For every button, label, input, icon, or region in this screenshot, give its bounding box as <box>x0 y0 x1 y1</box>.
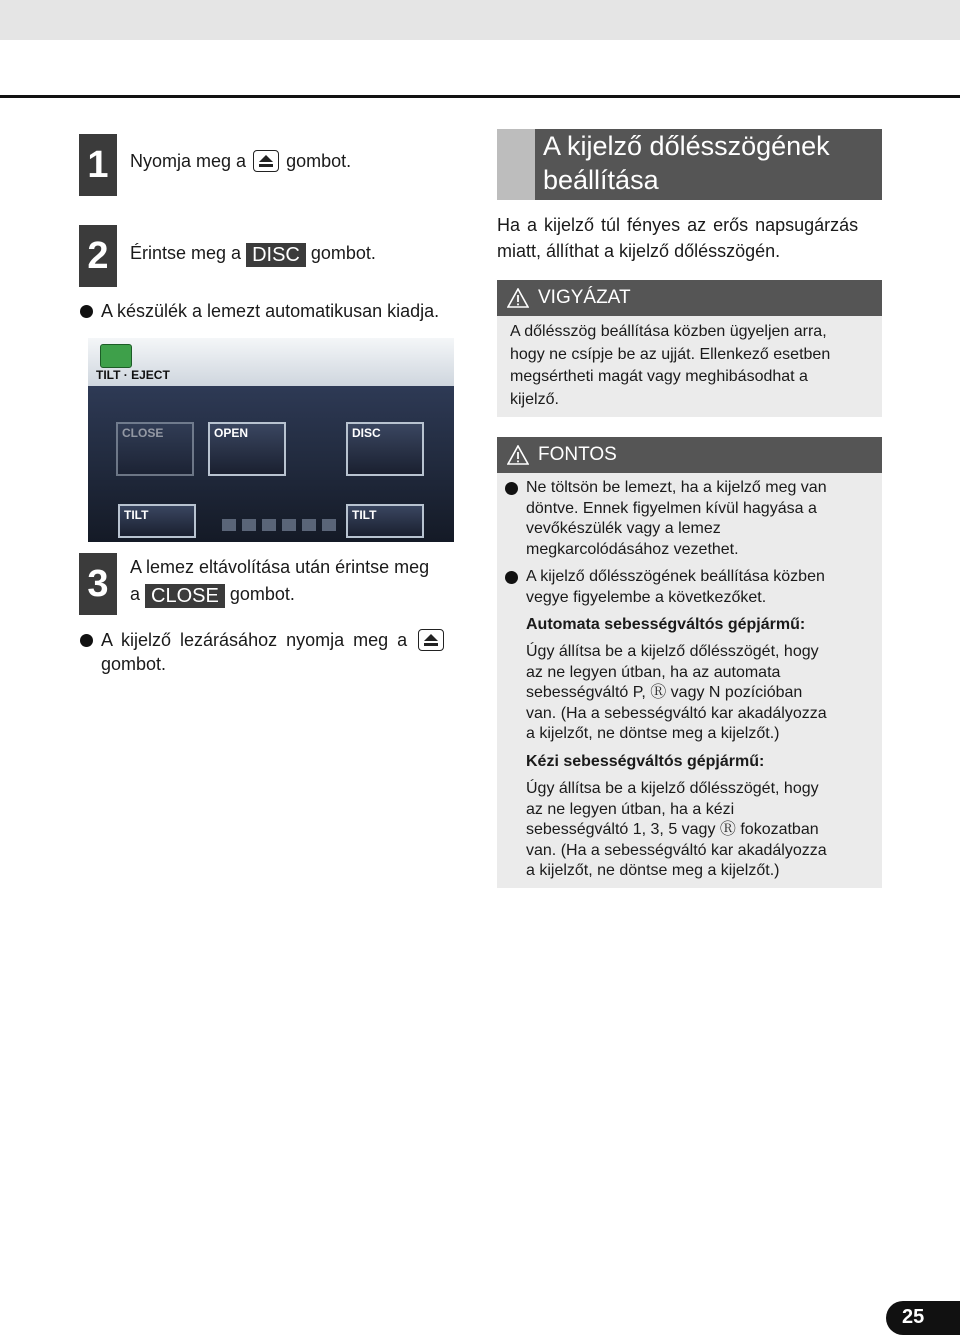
automatic-line: sebességváltó P, Ⓡ vagy N pozícióban <box>526 684 803 701</box>
important-bullet-1-line: megkarcolódásához vezethet. <box>526 540 739 558</box>
tilt-level-indicator <box>222 518 342 536</box>
important-bullet-1-line: Ne töltsön be lemezt, ha a kijelző meg van <box>526 479 827 496</box>
close-tile <box>116 422 194 476</box>
automatic-text <box>526 642 876 745</box>
section-intro <box>497 212 882 264</box>
manual-line: van. (Ha a sebességváltó kar akadályozza <box>526 841 827 859</box>
tilt-eject-screen-image <box>88 338 454 542</box>
level-dot <box>262 519 276 531</box>
disc-tile-label: DISC <box>352 426 381 440</box>
automatic-heading: Automata sebességváltós gépjármű: <box>526 616 806 633</box>
level-dot <box>302 519 316 531</box>
tilt-left-label: TILT <box>124 508 149 522</box>
caution-line: hogy ne csípje be az ujját. Ellenkező esetben <box>510 345 831 363</box>
screen-header <box>88 338 454 386</box>
automatic-line: az ne legyen útban, ha az automata <box>526 663 781 681</box>
caution-line: megsértheti magát vagy meghibásodhat a <box>510 368 808 385</box>
intro-line1: Ha a kijelző túl fényes az erős napsugárzás <box>497 215 859 235</box>
step-3-bullet-text: A kijelző lezárásához nyomja meg a <box>101 630 408 650</box>
step-2-text <box>130 240 376 267</box>
caution-panel <box>497 280 882 417</box>
step-2-number: 2 <box>79 225 117 287</box>
automatic-line: Úgy állítsa be a kijelző dőlésszögét, hogy <box>526 643 819 660</box>
close-button-label: CLOSE <box>145 584 225 608</box>
important-bullet-1 <box>505 478 875 560</box>
page-number: 25 <box>902 1306 925 1328</box>
important-panel <box>497 437 882 888</box>
step-1-text <box>130 148 351 174</box>
manual-text <box>526 779 876 882</box>
step-2-bullet-text: A készülék a lemezt automatikusan kiadja. <box>101 301 440 321</box>
close-tile-label: CLOSE <box>122 426 164 440</box>
step-3-text-a: a <box>130 584 141 604</box>
tilt-right-tile <box>346 504 424 538</box>
title-accent <box>497 129 535 200</box>
warning-icon <box>507 288 529 308</box>
step-1-number: 1 <box>79 134 117 196</box>
caution-line: A dőlésszög beállítása közben ügyeljen arra, <box>510 323 827 340</box>
level-dot <box>322 519 336 531</box>
manual-line: Úgy állítsa be a kijelző dőlésszögét, hogy <box>526 780 819 797</box>
section-title-line1: A kijelző dőlésszögének <box>543 131 830 161</box>
bullet-icon <box>80 305 93 318</box>
level-dot <box>222 519 236 531</box>
manual-heading: Kézi sebességváltós gépjármű: <box>526 753 765 770</box>
step-2-text-before: Érintse meg a <box>130 243 242 263</box>
important-bullet-2-line: A kijelző dőlésszögének beállítása közben <box>526 568 825 585</box>
open-tile <box>208 422 286 476</box>
step-3-text-after: gombot. <box>229 584 295 604</box>
tilt-left-tile <box>118 504 196 538</box>
open-tile-label: OPEN <box>214 426 249 440</box>
bullet-icon <box>80 634 93 647</box>
automatic-line: van. (Ha a sebességváltó kar akadályozza <box>526 704 827 722</box>
section-title-bar <box>497 129 882 200</box>
level-dot <box>282 519 296 531</box>
step-1-text-after: gombot. <box>286 151 352 171</box>
bullet-icon <box>505 571 518 584</box>
step-3-line2 <box>130 581 295 608</box>
step-3-bullet <box>80 627 470 653</box>
header-rule <box>0 95 960 98</box>
step-1-text-before: Nyomja meg a <box>130 151 247 171</box>
manual-line: az ne legyen útban, ha a kézi <box>526 800 735 818</box>
manual-line: sebességváltó 1, 3, 5 vagy Ⓡ fokozatban <box>526 821 819 838</box>
bullet-icon <box>505 482 518 495</box>
warning-icon <box>507 445 529 465</box>
important-bullet-1-line: vevőkészülék vagy a lemez <box>526 520 721 537</box>
caution-text <box>510 321 875 411</box>
step-2-bullet <box>80 298 439 324</box>
important-heading: FONTOS <box>538 444 617 465</box>
intro-line2: miatt, állíthat a kijelző dőlésszögén. <box>497 241 781 261</box>
disc-tile <box>346 422 424 476</box>
section-title <box>543 129 878 197</box>
caution-heading: VIGYÁZAT <box>538 287 631 308</box>
screen-header-label: TILT · EJECT <box>96 368 170 382</box>
section-title-line2: beállítása <box>543 165 659 195</box>
step-3-number: 3 <box>79 553 117 615</box>
tilt-eject-icon <box>100 344 132 368</box>
step-2-text-after: gombot. <box>310 243 376 263</box>
step-3-line1: A lemez eltávolítása után érintse meg <box>130 557 430 577</box>
caution-line: kijelző. <box>510 390 559 408</box>
tilt-right-label: TILT <box>352 508 377 522</box>
step-3-bullet-end: gombot. <box>101 654 167 674</box>
disc-button-label: DISC <box>246 243 306 267</box>
eject-icon <box>418 629 444 651</box>
eject-icon <box>253 150 279 172</box>
automatic-line: a kijelzőt, ne döntse meg a kijelzőt.) <box>526 725 780 742</box>
important-bullet-2-line: vegye figyelembe a következőket. <box>526 588 767 606</box>
important-header <box>497 437 882 473</box>
caution-header <box>497 280 882 316</box>
page-number-tab <box>886 1301 960 1335</box>
level-dot <box>242 519 256 531</box>
top-band <box>0 0 960 40</box>
important-bullet-1-line: döntve. Ennek figyelmen kívül hagyása a <box>526 499 817 517</box>
manual-line: a kijelzőt, ne döntse meg a kijelzőt.) <box>526 862 780 879</box>
important-bullet-2 <box>505 567 875 608</box>
